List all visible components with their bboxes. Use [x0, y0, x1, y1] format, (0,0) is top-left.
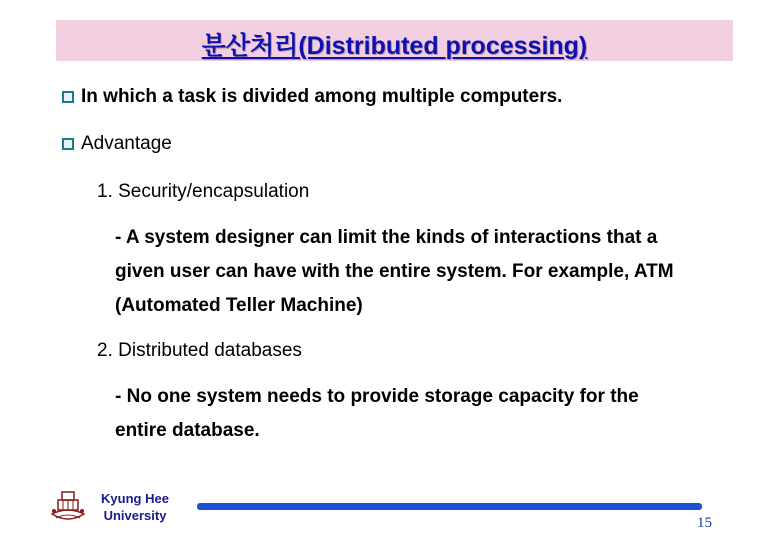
bullet-text: In which a task is divided among multiple computers. [81, 86, 563, 107]
bullet-item-definition [62, 86, 562, 108]
item-text-line: given user can have with the entire system. For example, ATM [115, 261, 674, 282]
item-text-line: (Automated Teller Machine) [115, 295, 363, 316]
item-text-line: - No one system needs to provide storage capacity for the [115, 386, 639, 407]
checkbox-bullet-icon [62, 138, 74, 150]
item-heading-databases: 2. Distributed databases [97, 340, 302, 361]
item-text-line: entire database. [115, 420, 260, 441]
bullet-text: Advantage [81, 133, 172, 154]
university-name [96, 490, 174, 524]
university-emblem-icon [48, 490, 88, 526]
item-text-line: - A system designer can limit the kinds of interactions that a [115, 227, 658, 248]
footer-divider [197, 503, 702, 510]
checkbox-bullet-icon [62, 91, 74, 103]
slide-title: 분산처리(Distributed processing) [201, 32, 588, 60]
title-banner [56, 20, 733, 61]
university-name-line1: Kyung Hee [101, 491, 169, 506]
university-name-line2: University [103, 508, 167, 523]
bullet-item-advantage [62, 133, 172, 155]
page-number: 15 [697, 515, 712, 531]
item-heading-security: 1. Security/encapsulation [97, 181, 310, 202]
